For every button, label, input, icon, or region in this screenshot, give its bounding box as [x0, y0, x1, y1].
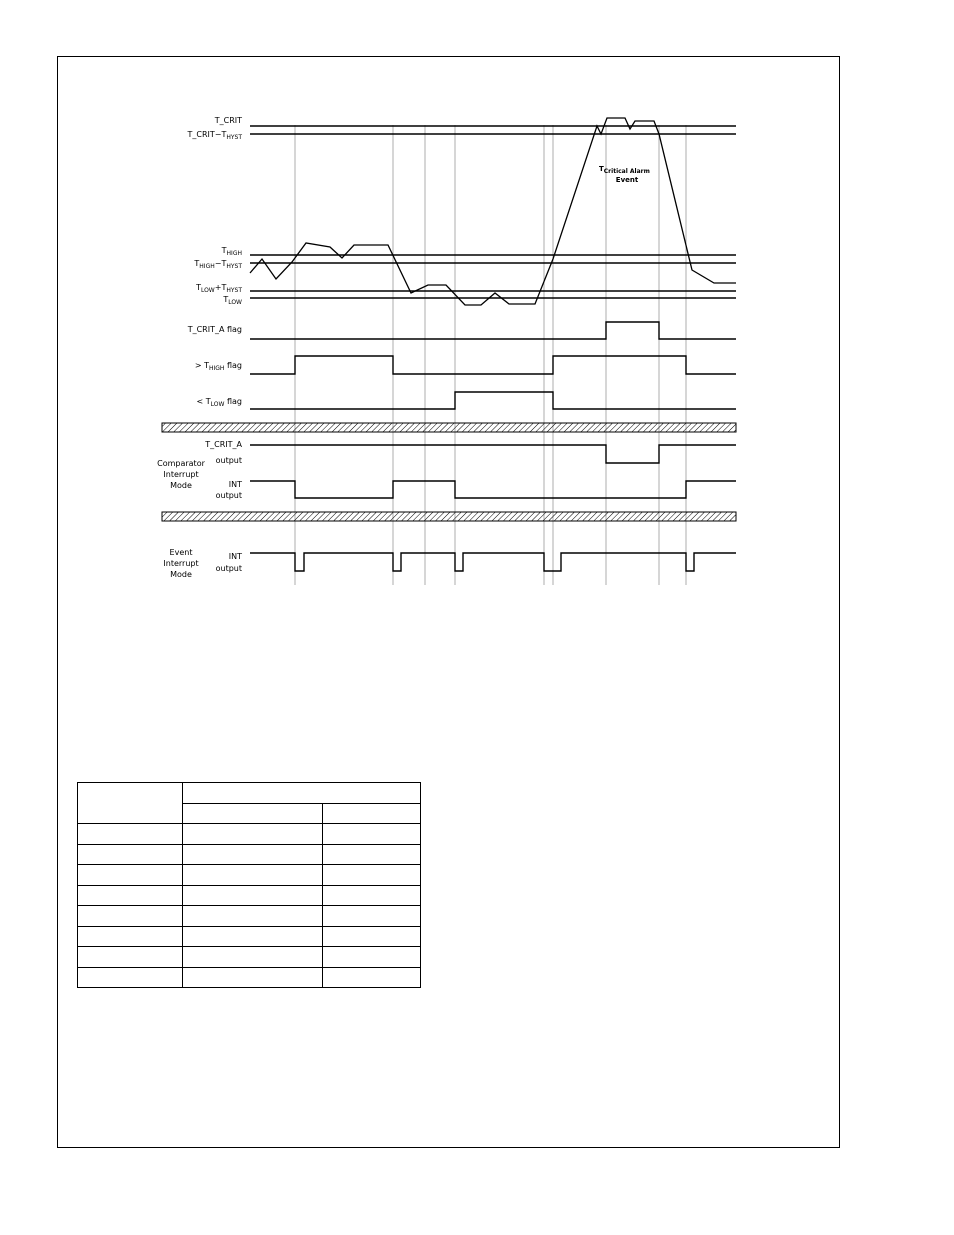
table-row	[78, 967, 421, 988]
comparator-mode-line1: Comparator	[157, 459, 205, 468]
separator-bar-1	[162, 423, 736, 432]
table-cell	[183, 865, 323, 886]
event-int-output-waveform	[250, 553, 736, 571]
comparator-tcrit-a-label: T_CRIT_A	[205, 440, 242, 449]
comparator-tcrit-a-output-waveform	[250, 445, 736, 463]
tlow-flag-label: < $T_{LOW}$ flag	[196, 397, 242, 408]
table-cell	[323, 824, 421, 845]
table-row	[78, 906, 421, 927]
table-cell	[183, 885, 323, 906]
critical-alarm-annotation: TCritical Alarm	[599, 165, 650, 175]
temperature-trace	[250, 118, 736, 305]
table-cell	[78, 783, 183, 824]
table-cell	[183, 844, 323, 865]
tlow-flag-waveform	[250, 392, 736, 409]
comparator-int-output-waveform	[250, 481, 736, 498]
tcrit-a-flag-waveform	[250, 322, 736, 339]
separator-bar-2	[162, 512, 736, 521]
table-cell	[323, 885, 421, 906]
table-cell	[183, 783, 421, 804]
table-row	[78, 783, 421, 804]
table-cell	[183, 947, 323, 968]
critical-alarm-event-label: Event	[615, 176, 639, 184]
table-cell	[78, 926, 183, 947]
t-crit-hyst-label: $T\_CRIT-T_{HYST}$	[187, 130, 242, 141]
comparator-int-label: INT	[228, 480, 242, 489]
event-int-output-label: output	[215, 564, 242, 573]
comparator-mode-line3: Mode	[170, 481, 192, 490]
table-cell	[183, 967, 323, 988]
table-cell	[78, 967, 183, 988]
thigh-flag-label: > $T_{HIGH}$ flag	[194, 361, 242, 372]
comparator-tcrit-a-output-label: output	[215, 456, 242, 465]
t-crit-label: T_CRIT	[214, 116, 242, 125]
table-cell	[323, 803, 421, 824]
t-high-label: $T_{HIGH}$	[221, 246, 242, 257]
table-cell	[323, 947, 421, 968]
event-mode-line2: Interrupt	[163, 559, 199, 568]
table-cell	[183, 926, 323, 947]
table-cell	[323, 906, 421, 927]
event-mode-line1: Event	[169, 548, 193, 557]
event-mode-line3: Mode	[170, 570, 192, 579]
table-cell	[323, 926, 421, 947]
table-row	[78, 926, 421, 947]
t-low-label: $T_{LOW}$	[223, 295, 242, 306]
table-cell	[78, 824, 183, 845]
table-row	[78, 824, 421, 845]
table-row	[78, 865, 421, 886]
event-int-label: INT	[228, 552, 242, 561]
empty-table	[77, 782, 421, 988]
table-cell	[78, 885, 183, 906]
table-cell	[323, 865, 421, 886]
table-row	[78, 885, 421, 906]
tcrit-a-flag-label: T_CRIT_A flag	[187, 325, 242, 334]
table-cell	[183, 824, 323, 845]
table-cell	[78, 947, 183, 968]
table-cell	[183, 906, 323, 927]
t-low-hyst-label: $T_{LOW}+T_{HYST}$	[196, 283, 242, 294]
table-cell	[78, 844, 183, 865]
table-cell	[78, 865, 183, 886]
table-row	[78, 844, 421, 865]
table-cell	[323, 967, 421, 988]
table-cell	[183, 803, 323, 824]
t-high-hyst-label: $T_{HIGH}-T_{HYST}$	[194, 259, 242, 270]
comparator-mode-line2: Interrupt	[163, 470, 199, 479]
comparator-int-output-label: output	[215, 491, 242, 500]
table-cell	[78, 906, 183, 927]
table-cell	[323, 844, 421, 865]
thigh-flag-waveform	[250, 356, 736, 374]
table-row	[78, 947, 421, 968]
